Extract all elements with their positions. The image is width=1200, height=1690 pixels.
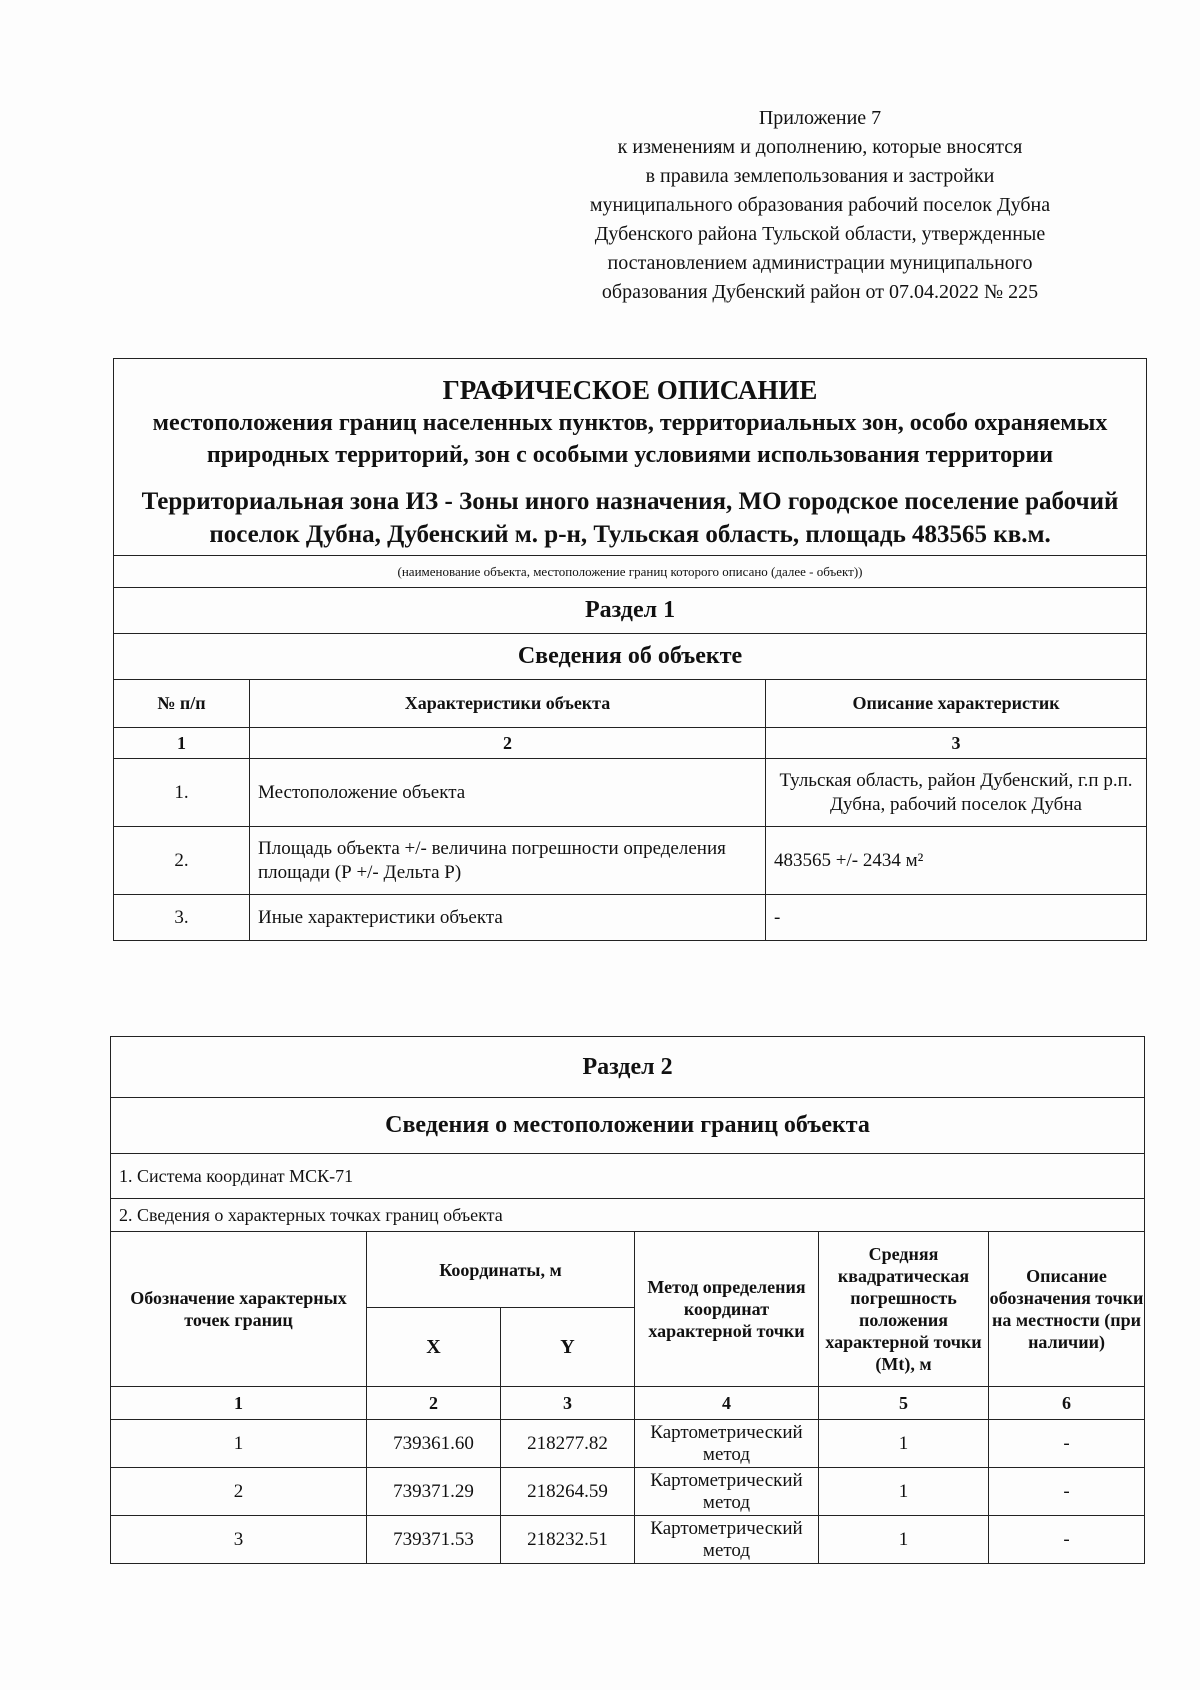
appendix-line: муниципального образования рабочий поселок Дубна <box>589 194 1051 216</box>
coord-x: 739371.53 <box>367 1516 501 1564</box>
appendix-line: к изменениям и дополнению, которые вносятся <box>617 136 1023 158</box>
coord-y: 218277.82 <box>501 1420 635 1468</box>
row-number: 3. <box>114 895 250 941</box>
column-header: № п/п <box>114 680 250 728</box>
row-number: 2. <box>114 827 250 895</box>
coordinate-system: 1. Система координат МСК-71 <box>111 1154 1145 1199</box>
point-description: - <box>989 1516 1145 1564</box>
row-description: - <box>766 895 1147 941</box>
section2-subtitle: Сведения о местоположении границ объекта <box>111 1098 1145 1154</box>
column-number: 6 <box>989 1387 1145 1420</box>
point-method: Картометрический метод <box>635 1516 819 1564</box>
row-number: 1. <box>114 759 250 827</box>
point-error: 1 <box>819 1516 989 1564</box>
row-characteristic: Площадь объекта +/- величина погрешности определения площади (Р +/- Дельта Р) <box>250 827 766 895</box>
section2-title: Раздел 2 <box>111 1037 1145 1098</box>
document-subtitle: местоположения границ населенных пунктов, территориальных зон, особо охраняемых природных территорий, зон с особыми условиями использования территории <box>152 410 1108 468</box>
header-error: Средняя квадратическая погрешность положения характерной точки (Mt), м <box>819 1232 989 1387</box>
section1-title: Раздел 1 <box>114 588 1147 634</box>
table-row <box>111 1468 1145 1516</box>
object-name: Территориальная зона ИЗ - Зоны иного назначения, МО городское поселение рабочий поселок Дубна, Дубенский м. р-н, Тульская область, площадь 483565 кв.м. <box>141 488 1119 548</box>
header-description: Описание обозначения точки на местности (при наличии) <box>989 1232 1145 1387</box>
column-header: Описание характеристик <box>766 680 1147 728</box>
table-row <box>114 895 1147 941</box>
coord-y: 218264.59 <box>501 1468 635 1516</box>
column-header: Характеристики объекта <box>250 680 766 728</box>
column-number: 4 <box>635 1387 819 1420</box>
column-number: 5 <box>819 1387 989 1420</box>
appendix-note <box>500 104 1140 307</box>
column-number: 3 <box>501 1387 635 1420</box>
column-number: 2 <box>250 728 766 759</box>
point-id: 1 <box>111 1420 367 1468</box>
point-id: 3 <box>111 1516 367 1564</box>
header-designation: Обозначение характерных точек границ <box>111 1232 367 1387</box>
appendix-line: Приложение 7 <box>758 107 882 129</box>
appendix-line: постановлением администрации муниципального <box>607 252 1033 274</box>
table-row <box>114 827 1147 895</box>
appendix-line: образования Дубенский район от 07.04.2022 № 225 <box>601 281 1039 303</box>
point-description: - <box>989 1420 1145 1468</box>
appendix-line: в правила землепользования и застройки <box>645 165 995 187</box>
points-caption: 2. Сведения о характерных точках границ объекта <box>111 1199 1145 1232</box>
coord-y: 218232.51 <box>501 1516 635 1564</box>
coord-x: 739371.29 <box>367 1468 501 1516</box>
appendix-line: Дубенского района Тульской области, утвержденные <box>594 223 1046 245</box>
coord-x: 739361.60 <box>367 1420 501 1468</box>
header-x: X <box>367 1308 501 1387</box>
point-id: 2 <box>111 1468 367 1516</box>
column-number: 3 <box>766 728 1147 759</box>
row-characteristic: Местоположение объекта <box>250 759 766 827</box>
header-coordinates: Координаты, м <box>367 1232 635 1308</box>
row-characteristic: Иные характеристики объекта <box>250 895 766 941</box>
section1-table <box>113 358 1147 941</box>
column-number: 2 <box>367 1387 501 1420</box>
table-row <box>114 759 1147 827</box>
row-description: Тульская область, район Дубенский, г.п р.п. Дубна, рабочий поселок Дубна <box>766 759 1147 827</box>
section2-table <box>110 1036 1145 1564</box>
object-name-note: (наименование объекта, местоположение границ которого описано (далее - объект)) <box>114 556 1147 588</box>
point-method: Картометрический метод <box>635 1468 819 1516</box>
point-error: 1 <box>819 1468 989 1516</box>
header-method: Метод определения координат характерной точки <box>635 1232 819 1387</box>
header-y: Y <box>501 1308 635 1387</box>
table-row <box>111 1420 1145 1468</box>
point-error: 1 <box>819 1420 989 1468</box>
column-number: 1 <box>114 728 250 759</box>
table-row <box>111 1516 1145 1564</box>
point-description: - <box>989 1468 1145 1516</box>
column-number: 1 <box>111 1387 367 1420</box>
document-title: ГРАФИЧЕСКОЕ ОПИСАНИЕ <box>442 375 818 405</box>
section1-subtitle: Сведения об объекте <box>114 634 1147 680</box>
row-description: 483565 +/- 2434 м² <box>766 827 1147 895</box>
point-method: Картометрический метод <box>635 1420 819 1468</box>
document-heading <box>114 359 1147 556</box>
